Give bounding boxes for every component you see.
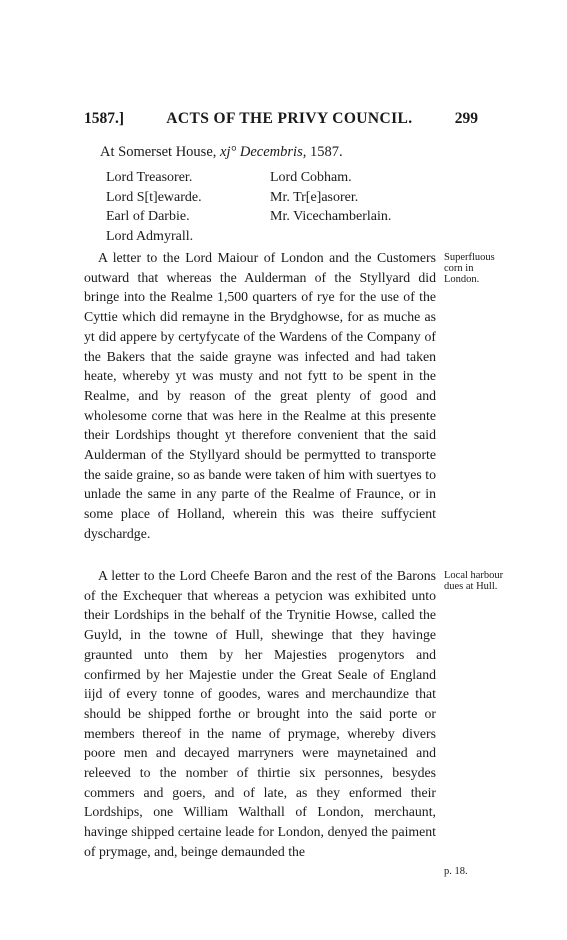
attendee: Lord S[t]ewarde.: [106, 189, 202, 205]
attendee: Lord Treasorer.: [106, 170, 193, 185]
attendee-list: [106, 168, 446, 247]
meeting-place: At Somerset House,: [100, 144, 217, 160]
attendee: Lord Admyrall.: [106, 229, 194, 245]
attendee: Mr. Tr[e]asorer.: [270, 189, 359, 205]
meeting-year: 1587.: [309, 144, 343, 160]
margin-note-corn: Superfluous corn in London.: [444, 252, 495, 285]
letter-paragraph-rye: A letter to the Lord Maiour of London and the Customers outward that whereas the Aulderman of the Styllyard did bringe into the Realme 1,500 quarters of rye for the use of the Cyttie which did remayne in the Brydghowse, for as muche as yt did appere by certyfycate of the Wardens of the Company of the Bakers that the saide grayne was infected and had taken heate, whereby yt was musty and not fytt to be spent in the Realme, and by reason of the great plenty of good and wholesome corne that was here in the Realme at this presente their Lordships thought yt therefore convenient that the said Aulderman of the Styllyard should be permytted to transporte the saide graine, so as bande were taken of him with suertyes to unlade the same in any parte of the Realme of Fraunce, or in some place of Holland, wherein this was theire suffycient dyschardge.: [84, 250, 436, 541]
running-head: [84, 110, 478, 128]
running-head-title: ACTS OF THE PRIVY COUNCIL.: [166, 110, 413, 127]
attendee: Earl of Darbie.: [106, 209, 190, 225]
attendee: Mr. Vicechamberlain.: [270, 209, 392, 225]
letter-paragraph-hull: A letter to the Lord Cheefe Baron and the rest of the Barons of the Exchequer that whereas a petycion was exhibited unto their Lordships in the behalf of the Trynitie Howse, called the Guyld, in the towne of Hull, shewinge that they havinge graunted unto them by her Majesties progenytors and confirmed by her Majestie under the Great Seale of England iijd of every tonne of goodes, wares and merchaundize that should be shipped forthe or brought into the said porte or members thereof in the name of prymage, whereby divers poore men and decayed marryners were maynetained and releeved to the nomber of thirtie six personnes, besydes commers and goers, and of late, as they enformed their Lordships, one William Walthall of London, merchaunt, havinge shipped certaine leade for London, denyed the paiment of prymage, and, beinge demaunded the: [84, 568, 436, 859]
margin-note-harbour: Local harbour dues at Hull.: [444, 570, 504, 592]
attendee: Lord Cobham.: [270, 170, 352, 185]
margin-note-page-ref: p. 18.: [444, 866, 468, 877]
meeting-heading: [100, 144, 343, 161]
page-number: 299: [454, 110, 478, 127]
meeting-date: xj° Decembris,: [220, 144, 307, 160]
running-head-year: 1587.]: [84, 110, 125, 127]
